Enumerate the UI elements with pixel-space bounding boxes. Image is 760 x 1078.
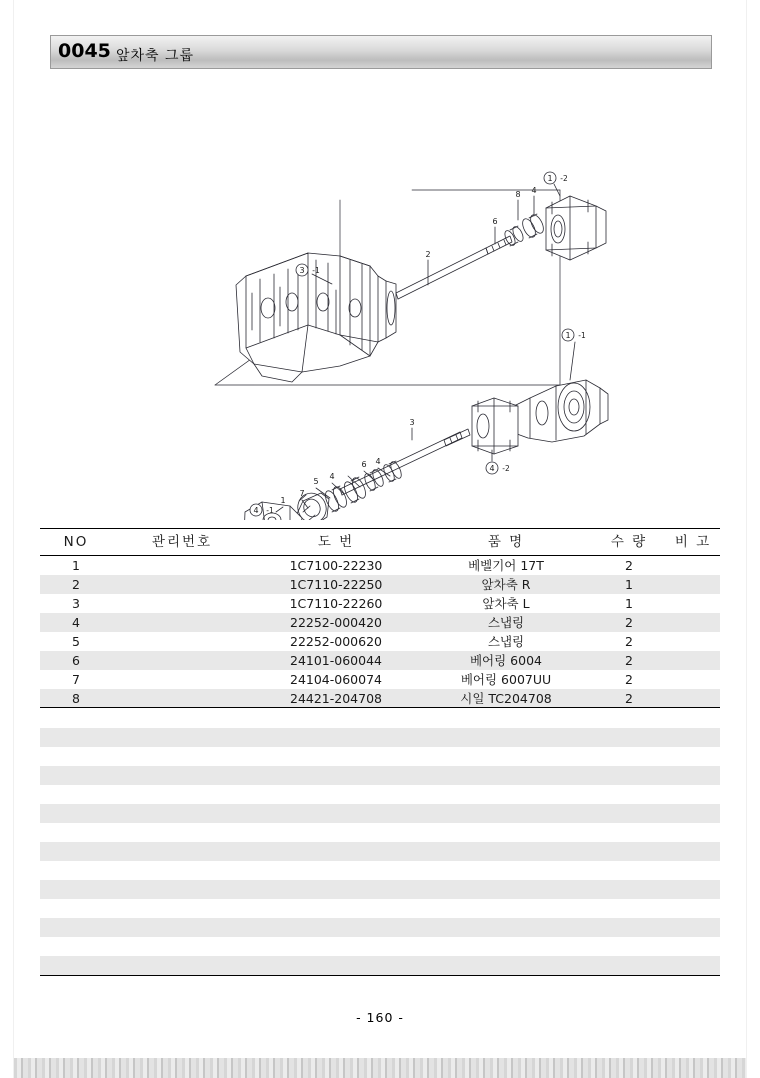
svg-text:1: 1: [565, 331, 571, 340]
table-row: [40, 651, 720, 670]
cell-no: 2: [40, 575, 112, 594]
table-row: [40, 613, 720, 632]
cell-mgmt: [112, 670, 252, 689]
col-header-name: 품 명: [420, 529, 592, 556]
cell-name: 앞차축 L: [420, 594, 592, 613]
cell-drawing: 24101-060044: [252, 651, 420, 670]
svg-text:-2: -2: [502, 464, 510, 473]
parts-table-wrapper: [40, 528, 720, 708]
table-row: [40, 689, 720, 708]
empty-row: [40, 937, 720, 956]
svg-text:3: 3: [299, 266, 305, 275]
cell-no: 7: [40, 670, 112, 689]
empty-row: [40, 747, 720, 766]
svg-text:-1: -1: [266, 506, 274, 515]
col-header-remark: 비 고: [666, 529, 720, 556]
cell-remark: [666, 689, 720, 708]
cell-name: 베벨기어 17T: [420, 556, 592, 576]
svg-text:1: 1: [547, 174, 553, 183]
col-header-mgmt: 관리번호: [112, 529, 252, 556]
empty-row: [40, 823, 720, 842]
cell-qty: 2: [592, 632, 666, 651]
callout-6b: 6: [361, 460, 367, 469]
empty-row: [40, 728, 720, 747]
cell-mgmt: [112, 689, 252, 708]
cell-name: 시일 TC204708: [420, 689, 592, 708]
cell-name: 앞차축 R: [420, 575, 592, 594]
empty-row: [40, 880, 720, 899]
page-left-margin: [0, 0, 14, 1078]
cell-mgmt: [112, 556, 252, 576]
svg-text:-1: -1: [312, 266, 320, 275]
cell-mgmt: [112, 632, 252, 651]
section-title: 앞차축 그룹: [116, 48, 195, 64]
cell-name: 스냅링: [420, 613, 592, 632]
callout-1: 1: [280, 496, 286, 505]
callout-4c: 4: [375, 457, 381, 466]
cell-qty: 2: [592, 689, 666, 708]
cell-remark: [666, 651, 720, 670]
page-number: - 160 -: [356, 1010, 404, 1025]
empty-row: [40, 861, 720, 880]
table-row: [40, 670, 720, 689]
cell-remark: [666, 556, 720, 576]
cell-remark: [666, 575, 720, 594]
callout-2: 2: [425, 250, 431, 259]
cell-name: 베어링 6007UU: [420, 670, 592, 689]
callout-3: 3: [409, 418, 415, 427]
exploded-parts-diagram: [40, 80, 730, 520]
cell-qty: 2: [592, 613, 666, 632]
callout-4b: 4: [329, 472, 335, 481]
table-bottom-rule: [40, 707, 720, 708]
cell-qty: 1: [592, 575, 666, 594]
callout-7: 7: [299, 489, 305, 498]
scan-edge-artifact: [0, 1058, 760, 1078]
cell-remark: [666, 594, 720, 613]
cell-mgmt: [112, 613, 252, 632]
cell-remark: [666, 670, 720, 689]
cell-qty: 2: [592, 670, 666, 689]
empty-row: [40, 918, 720, 937]
cell-drawing: 1C7110-22250: [252, 575, 420, 594]
cell-remark: [666, 613, 720, 632]
cell-no: 6: [40, 651, 112, 670]
cell-no: 4: [40, 613, 112, 632]
cell-drawing: 24421-204708: [252, 689, 420, 708]
cell-name: 베어링 6004: [420, 651, 592, 670]
table-row: [40, 632, 720, 651]
empty-row: [40, 785, 720, 804]
empty-row: [40, 899, 720, 918]
table-header-row: [40, 529, 720, 556]
callout-5: 5: [313, 477, 319, 486]
callout-4: 4: [531, 186, 537, 195]
empty-row: [40, 804, 720, 823]
parts-table: [40, 528, 720, 708]
col-header-qty: 수 량: [592, 529, 666, 556]
cell-qty: 2: [592, 651, 666, 670]
page-right-margin: [746, 0, 760, 1078]
table-row: [40, 556, 720, 576]
cell-drawing: 22252-000420: [252, 613, 420, 632]
col-header-no: NO: [40, 529, 112, 556]
table-body: [40, 556, 720, 709]
cell-drawing: 24104-060074: [252, 670, 420, 689]
cell-no: 3: [40, 594, 112, 613]
svg-text:-1: -1: [578, 331, 586, 340]
cell-remark: [666, 632, 720, 651]
cell-no: 8: [40, 689, 112, 708]
cell-no: 1: [40, 556, 112, 576]
cell-mgmt: [112, 651, 252, 670]
cell-no: 5: [40, 632, 112, 651]
cell-drawing: 1C7100-22230: [252, 556, 420, 576]
cell-mgmt: [112, 594, 252, 613]
cell-drawing: 22252-000620: [252, 632, 420, 651]
section-code: 0045: [58, 40, 111, 62]
table-row: [40, 575, 720, 594]
svg-text:4: 4: [489, 464, 495, 473]
callout-8: 8: [515, 190, 521, 199]
cell-qty: 1: [592, 594, 666, 613]
empty-row: [40, 842, 720, 861]
svg-text:4: 4: [253, 506, 259, 515]
empty-row: [40, 766, 720, 785]
callout-6: 6: [492, 217, 498, 226]
empty-row: [40, 956, 720, 975]
cell-qty: 2: [592, 556, 666, 576]
cell-name: 스냅링: [420, 632, 592, 651]
col-header-drawing: 도 번: [252, 529, 420, 556]
svg-text:-2: -2: [560, 174, 568, 183]
table-outer-bottom-rule: [40, 975, 720, 976]
empty-row: [40, 709, 720, 728]
table-row: [40, 594, 720, 613]
cell-drawing: 1C7110-22260: [252, 594, 420, 613]
cell-mgmt: [112, 575, 252, 594]
